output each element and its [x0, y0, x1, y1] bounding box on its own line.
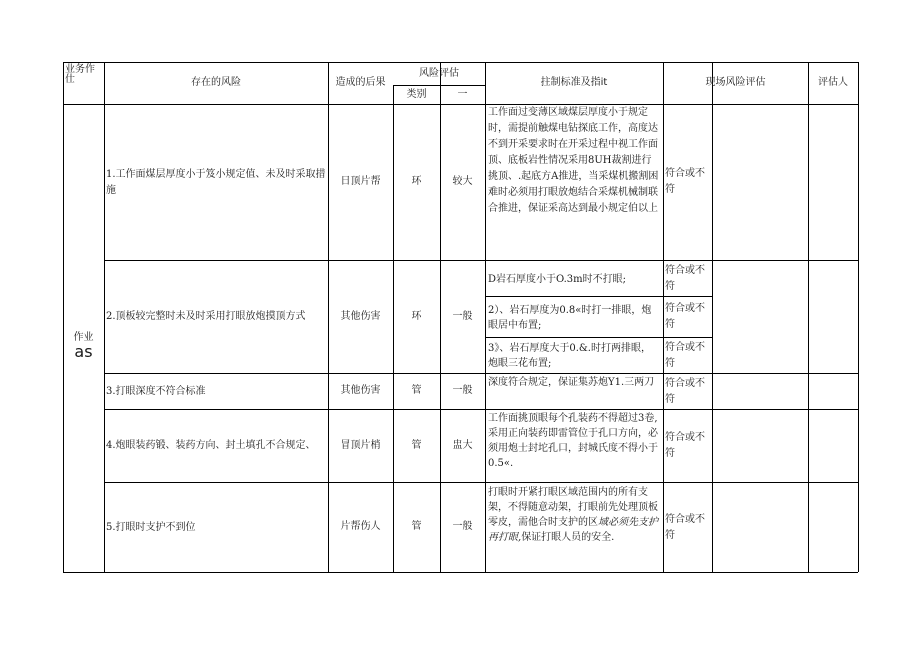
row3-category: 管 [411, 385, 422, 396]
row4-onsite: 符合或不符 [665, 432, 705, 459]
row4-category: 管 [411, 439, 422, 451]
row3-level: 一般 [452, 385, 473, 396]
header-category: 类别 [406, 88, 427, 100]
grid-line [63, 572, 858, 573]
row4-control: 工作面挑顶眼每个孔装药不得超过3卷,采用正向装药即雷管位于孔口方向，必须用炮士封坨孔口，封城氏度不得小于0.5«. [488, 413, 658, 469]
grid-line [104, 62, 105, 572]
row2-onsite-1: 符合或不符 [665, 264, 705, 292]
row5-control-part-a: 打眼时开紧打眼区域范围内的所有支架，不得随意动架，打眼前先处理顶板零皮，需他合时支护的区 [488, 487, 658, 528]
business-group-line2: as [74, 342, 93, 361]
header-assessor: 评估人 [818, 77, 848, 88]
grid-line [63, 62, 64, 572]
header-risk: 存在的风险 [191, 77, 241, 88]
row4-level: 盅大 [452, 439, 473, 451]
row5-onsite: 符合或不符 [665, 513, 705, 541]
row5-control-part-c: 保证打眼人员的安全. [521, 532, 615, 543]
grid-line [808, 62, 809, 572]
header-control: 拄制标准及指it [540, 77, 608, 88]
row3-consequence: 其他伤害 [340, 385, 381, 396]
row3-control: 深度符合规定，保证集苏炮Y1.三两刀 [488, 377, 655, 388]
header-assessment: 风险评估 [419, 67, 459, 79]
grid-line [858, 62, 859, 572]
row3-onsite: 符合或不符 [665, 377, 705, 405]
business-group-line1: 作业 [73, 332, 94, 343]
row3-risk: 3.打眼深度不符合标准 [106, 385, 206, 397]
row4-risk: 4.炮眼装药锻、装药方向、封土填孔不合规定、 [106, 440, 316, 451]
row5-level: 一般 [452, 521, 473, 532]
row2-onsite-3: 符合或不符 [665, 341, 705, 369]
row5-control-part-b: 域必须先支护再打眼, [488, 517, 658, 543]
grid-line [712, 62, 713, 572]
business-group [63, 326, 104, 364]
row5-category: 管 [411, 521, 422, 532]
row5-consequence: 片帮伤人 [340, 521, 381, 532]
row2-onsite-2: 符合或不符 [665, 303, 705, 330]
row2-risk: 2.顶板较完整时未及时采用打眼放炮摸顶方式 [106, 311, 306, 322]
row2-category: 环 [411, 310, 422, 322]
row5-risk: 5.打眼时支护不到位 [106, 521, 196, 533]
row2-control-1: D岩石厚度小于O.3m时不打眼; [488, 273, 627, 285]
header-onsite: 现场风险评估 [705, 77, 766, 88]
header-business-text: 业务作仕 [65, 64, 95, 85]
row1-level: 较大 [452, 176, 473, 187]
header-business [64, 63, 104, 104]
row1-consequence: 日顶片帮 [340, 176, 381, 187]
row1-onsite: 符合或不符 [665, 168, 705, 195]
row4-consequence: 冒顶片梢 [340, 439, 381, 451]
row1-risk: 1.工作面煤层厚度小于笈小规定值、未及时采取措施 [106, 168, 326, 196]
header-level: 一 [457, 88, 468, 100]
row2-control-2: 2）、岩石厚度为0.8«时打一排眼，炮眼居中布置; [488, 304, 652, 331]
row2-control-3: 3》、岩石厚度大于0.&.时打两排眼，炮眼三花布置; [488, 343, 651, 369]
row1-control: 工作面过变薄区域煤层厚度小于规定时，需提前触煤电钻探底工作，高度达不到开采要求时在开采过程中视工作面顶、底板岩性情况采用8UH裁割进行挑顶、.起底方A推进，当采煤机搬割困难时必须用打眼放炮结合采煤机械制联合推进，保证采高达到最小规定伯以上 [488, 107, 659, 214]
row2-level: 一般 [452, 310, 473, 322]
row2-consequence: 其他伤害 [340, 310, 381, 322]
header-consequence: 造成的后果 [335, 77, 386, 88]
row5-control [485, 483, 663, 572]
row1-category: 环 [411, 176, 422, 187]
